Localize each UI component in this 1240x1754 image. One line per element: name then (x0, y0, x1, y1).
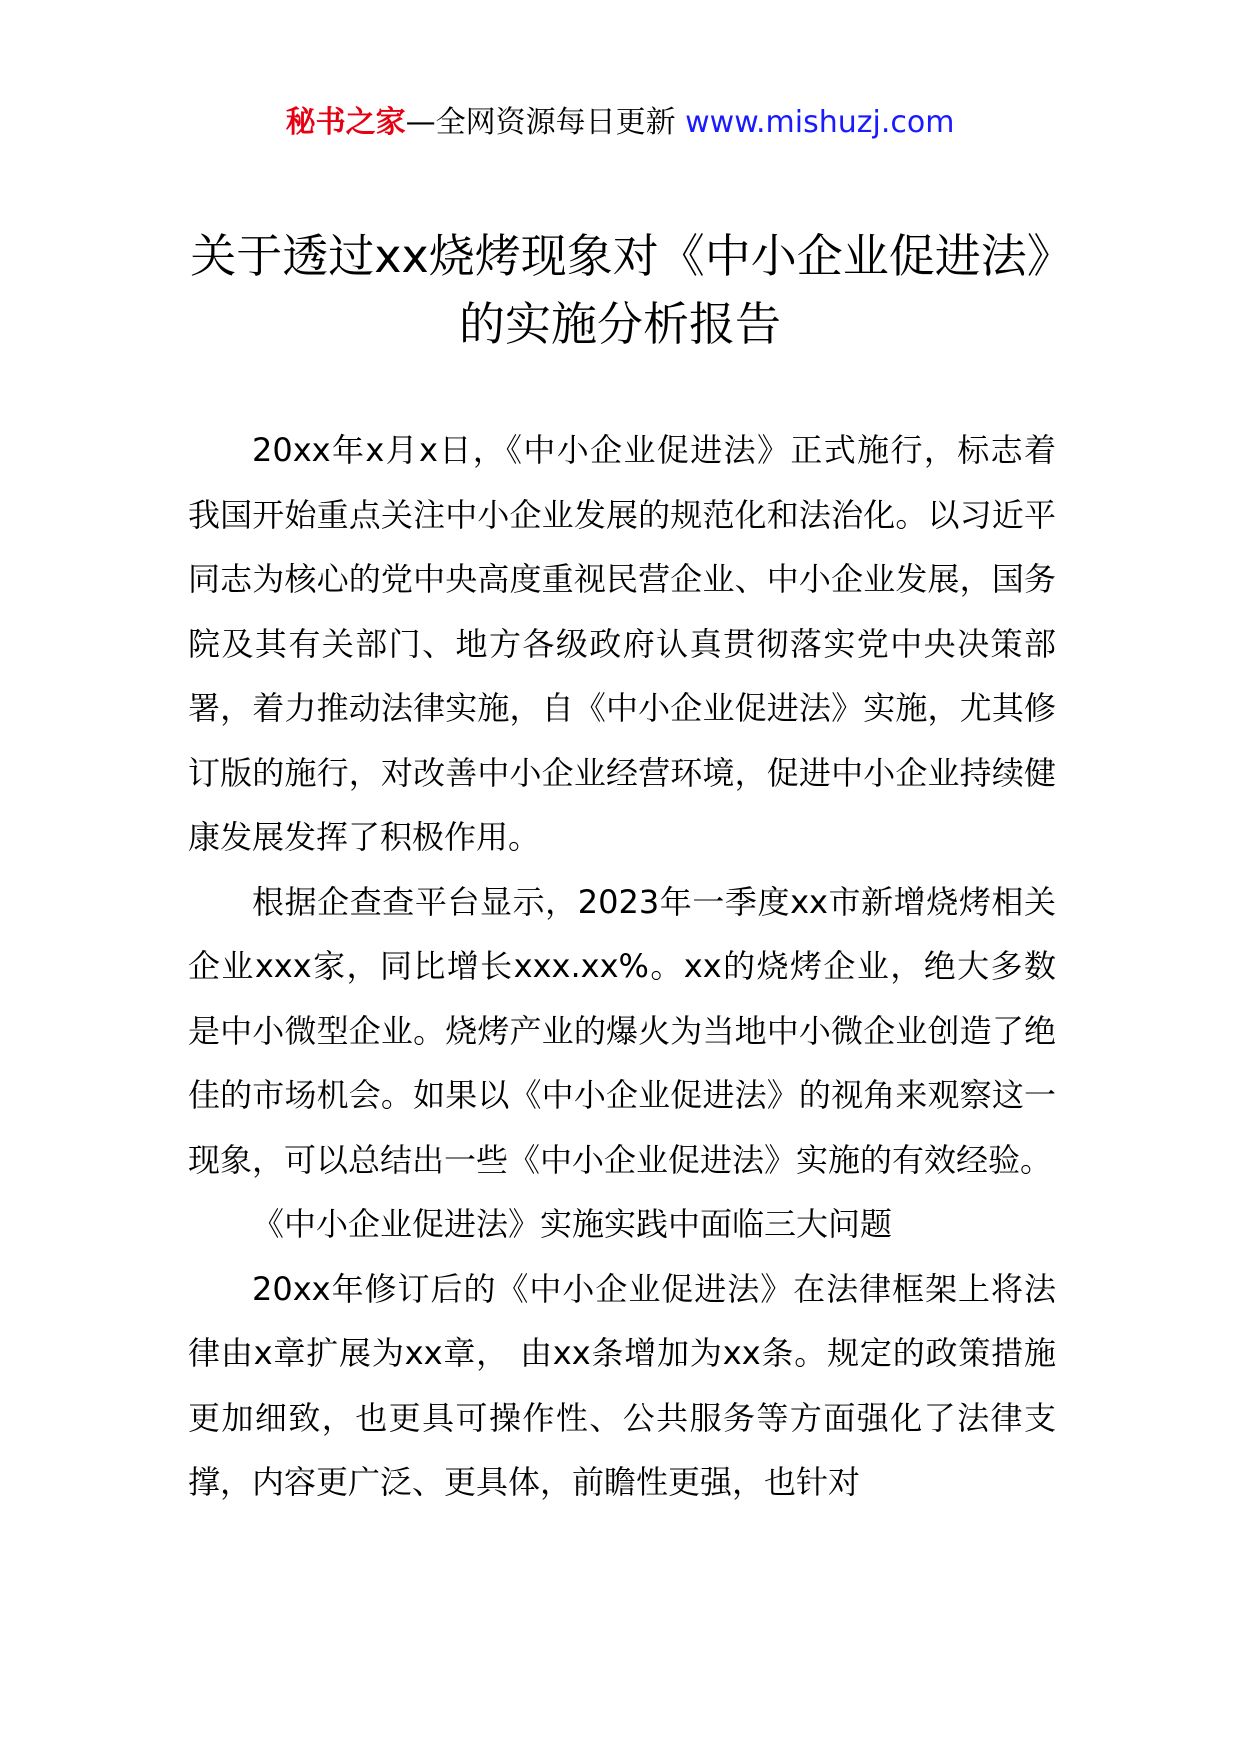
site-header (0, 100, 1240, 146)
paragraph: 根据企查查平台显示，2023年一季度xx市新增烧烤相关企业xxx家，同比增长xxx.xx%。xx的烧烤企业，绝大多数是中小微型企业。烧烤产业的爆火为当地中小微企业创造了绝佳的市场机会。如果以《中小企业促进法》的视角来观察这一现象，可以总结出一些《中小企业促进法》实施的有效经验。 (188, 882, 1056, 1179)
document-body (188, 418, 1056, 1515)
site-slogan: —全网资源每日更新 (405, 105, 676, 140)
site-url[interactable]: www.mishuzj.com (685, 105, 955, 140)
brand-name: 秘书之家 (285, 105, 406, 140)
document-title: 关于透过xx烧烤现象对《中小企业促进法》的实施分析报告 (190, 229, 1050, 351)
paragraph: 20xx年x月x日，《中小企业促进法》正式施行，标志着我国开始重点关注中小企业发展的规范化和法治化。以习近平同志为核心的党中央高度重视民营企业、中小企业发展，国务院及其有关部门、地方各级政府认真贯彻落实党中央决策部署，着力推动法律实施，自《中小企业促进法》实施，尤其修订版的施行，对改善中小企业经营环境，促进中小企业持续健康发展发挥了积极作用。 (188, 431, 1056, 856)
section-heading: 《中小企业促进法》实施实践中面临三大问题 (252, 1205, 893, 1243)
paragraph: 20xx年修订后的《中小企业促进法》在法律框架上将法律由x章扩展为xx章， 由xx条增加为xx条。规定的政策措施更加细致，也更具可操作性、公共服务等方面强化了法律支撑，内容更广泛、更具体，前瞻性更强，也针对 (188, 1269, 1056, 1501)
